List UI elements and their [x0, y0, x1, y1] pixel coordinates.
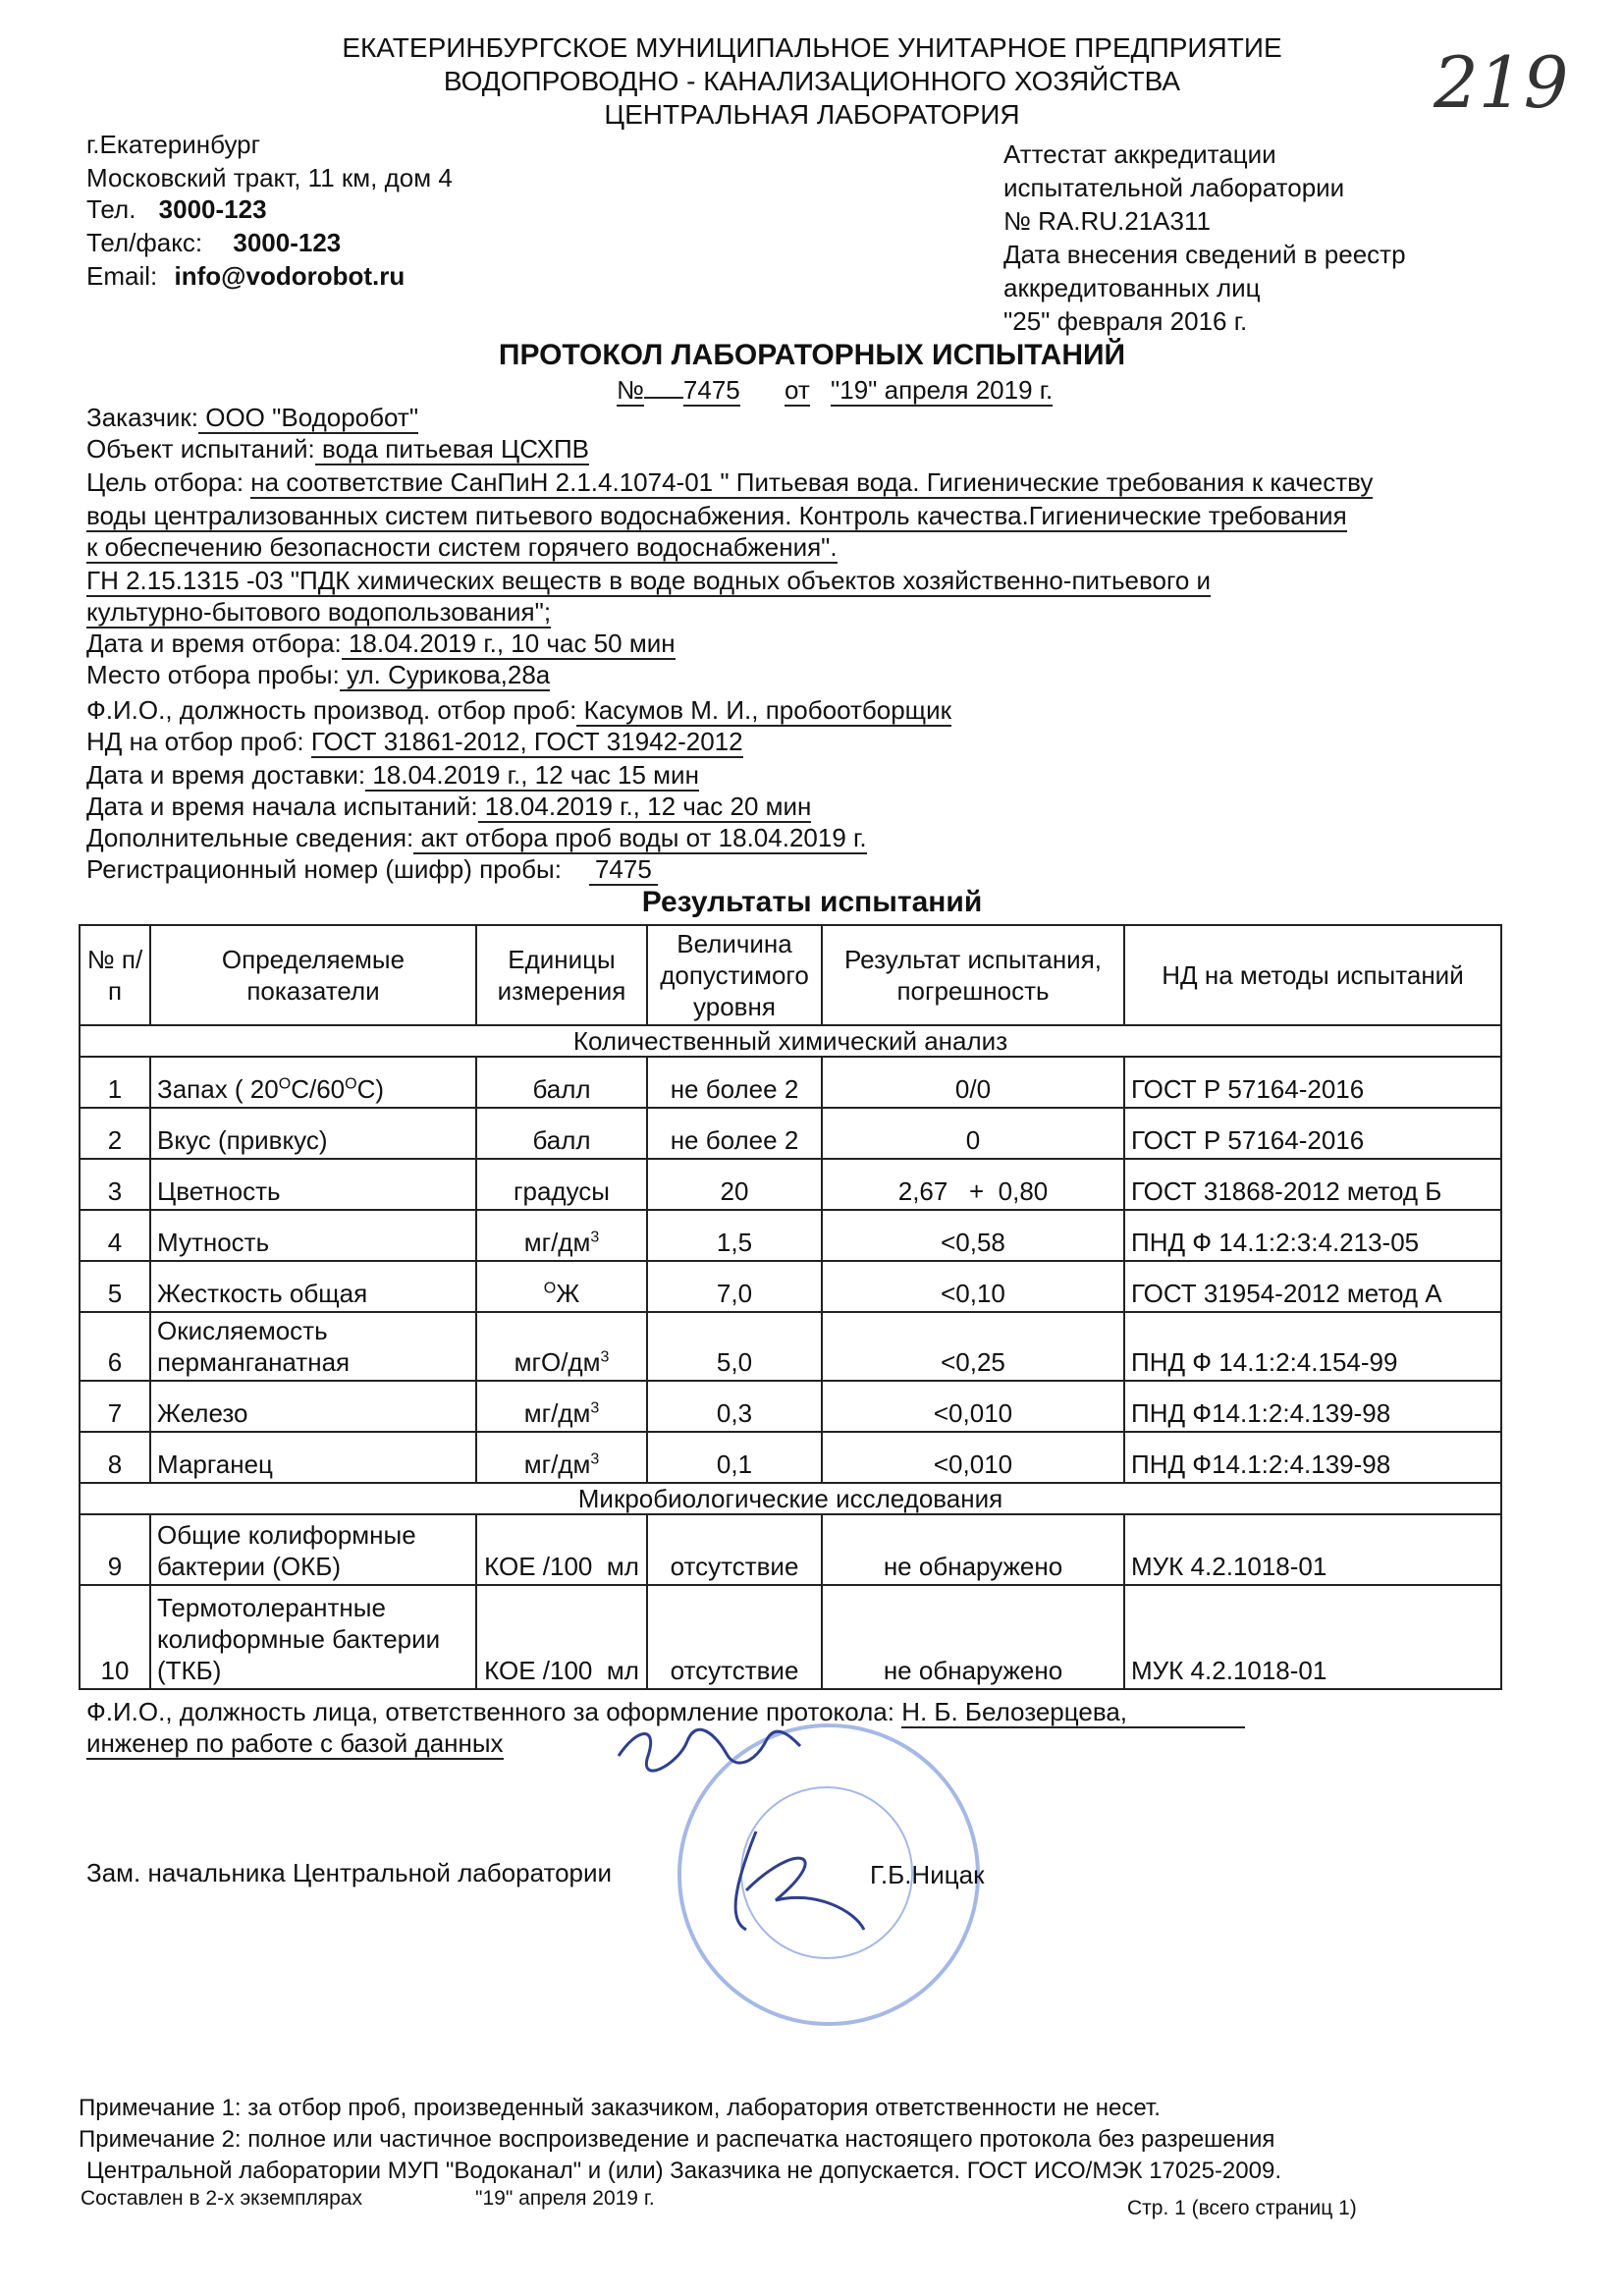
test-start-value: 18.04.2019 г., 12 час 20 мин — [477, 792, 812, 821]
fax-value: 3000-123 — [233, 228, 342, 257]
row-limit: 7,0 — [647, 1261, 822, 1312]
row-limit: отсутствие — [647, 1514, 822, 1585]
fax-row — [86, 228, 341, 257]
row-num: 10 — [80, 1585, 150, 1689]
object-field — [86, 434, 589, 465]
test-start-field — [86, 792, 811, 822]
protocol-title: ПРОТОКОЛ ЛАБОРАТОРНЫХ ИСПЫТАНИЙ — [498, 339, 1126, 371]
table-row — [80, 1159, 1501, 1210]
row-num: 4 — [80, 1210, 150, 1261]
purpose-label: Цель отбора: — [86, 467, 251, 497]
extra-info-field — [86, 823, 867, 853]
header-indicator: Определяемые показатели — [150, 925, 476, 1025]
row-unit: $^О$Ж — [476, 1261, 647, 1312]
row-result: не обнаружено — [822, 1585, 1124, 1689]
row-result: <0,10 — [822, 1261, 1124, 1312]
results-title: Результаты испытаний — [641, 886, 983, 918]
header-num: № п/п — [80, 925, 150, 1025]
sampling-nd-field — [86, 727, 743, 757]
purpose-line-1: на соответствие СанПиН 2.1.4.1074-01 " Питьевая вода. Гигиенические требования к качеству — [250, 467, 1374, 497]
delivery-value: 18.04.2019 г., 12 час 15 мин — [365, 760, 699, 790]
customer-label: Заказчик: — [86, 403, 199, 432]
row-limit: 0,3 — [647, 1381, 822, 1432]
table-row — [80, 1312, 1501, 1381]
sampling-place-value: ул. Сурикова,28а — [339, 660, 551, 689]
delivery-label: Дата и время доставки: — [86, 760, 366, 790]
phone-row — [86, 194, 267, 224]
sampling-datetime-value: 18.04.2019 г., 10 час 50 мин — [341, 629, 676, 658]
row-result: <0,25 — [822, 1312, 1124, 1381]
row-method: ГОСТ Р 57164-2016 — [1124, 1108, 1501, 1159]
fax-label: Тел/факс: — [86, 228, 203, 257]
accred-line-4: Дата внесения сведений в реестр — [1003, 240, 1406, 269]
row-indicator: Термотолерантные колиформные бактерии (ТКБ) — [150, 1585, 476, 1689]
table-row — [80, 1514, 1501, 1585]
header-method: НД на методы испытаний — [1124, 925, 1501, 1025]
signature-image — [609, 1717, 805, 1776]
row-method: ПНД Ф14.1:2:4.139-98 — [1124, 1381, 1501, 1432]
sampling-nd-label: НД на отбор проб: — [86, 727, 311, 756]
sampler-field — [86, 695, 951, 726]
note-2-line-2: Центральной лаборатории МУП "Водоканал" и (или) Заказчика не допускается. ГОСТ ИСО/МЭК 17025-2009. — [86, 2158, 1281, 2184]
deputy-name: Г.Б.Ницак — [870, 1860, 985, 1889]
table-row — [80, 1057, 1501, 1108]
row-result: <0,58 — [822, 1210, 1124, 1261]
table-row — [80, 1108, 1501, 1159]
row-result: 0/0 — [822, 1057, 1124, 1108]
row-unit: КОЕ /100 мл — [476, 1585, 647, 1689]
table-row — [80, 1585, 1501, 1689]
row-num: 1 — [80, 1057, 150, 1108]
row-num: 2 — [80, 1108, 150, 1159]
row-method: ПНД Ф 14.1:2:4.154-99 — [1124, 1312, 1501, 1381]
row-method: ГОСТ Р 57164-2016 — [1124, 1057, 1501, 1108]
purpose-line-2-row — [86, 501, 1347, 531]
sampling-place-label: Место отбора пробы: — [86, 660, 340, 689]
accred-line-1: Аттестат аккредитации — [1003, 139, 1276, 169]
phone-value: 3000-123 — [158, 194, 267, 224]
phone-label: Тел. — [86, 194, 136, 224]
section-row-micro — [80, 1483, 1501, 1514]
row-method: ГОСТ 31954-2012 метод А — [1124, 1261, 1501, 1312]
email-value: info@vodorobot.ru — [174, 261, 406, 291]
row-limit: 5,0 — [647, 1312, 822, 1381]
row-limit: 20 — [647, 1159, 822, 1210]
org-line-3: ЦЕНТРАЛЬНАЯ ЛАБОРАТОРИЯ — [604, 99, 1020, 130]
org-line-1: ЕКАТЕРИНБУРГСКОЕ МУНИЦИПАЛЬНОЕ УНИТАРНОЕ ПРЕДПРИЯТИЕ — [342, 32, 1282, 63]
row-result: <0,010 — [822, 1432, 1124, 1483]
table-row — [80, 1381, 1501, 1432]
row-unit: $мг/дм^3$ — [476, 1381, 647, 1432]
extra-info-value: акт отбора проб воды от 18.04.2019 г. — [413, 823, 867, 852]
purpose-line-4: ГН 2.15.1315 -03 "ПДК химических веществ в воде водных объектов хозяйственно-питьевого и — [86, 566, 1212, 595]
row-indicator: Вкус (привкус) — [150, 1108, 476, 1159]
purpose-line-5: культурно-бытового водопользования"; — [86, 597, 552, 627]
row-num: 5 — [80, 1261, 150, 1312]
row-result: 0 — [822, 1108, 1124, 1159]
protocol-no-label: № — [617, 375, 644, 405]
page-stamp-number: 219 — [1434, 41, 1569, 124]
responsible-position: инженер по работе с базой данных — [86, 1728, 504, 1758]
row-num: 6 — [80, 1312, 150, 1381]
table-row — [80, 1432, 1501, 1483]
row-unit: мгО/$дм^3$ — [476, 1312, 647, 1381]
sampling-place-field — [86, 660, 550, 690]
accred-line-3: № RA.RU.21A311 — [1003, 206, 1211, 236]
row-unit: $мг/дм^3$ — [476, 1210, 647, 1261]
table-row — [80, 1210, 1501, 1261]
sampling-datetime-field — [86, 629, 676, 659]
table-header-row — [80, 925, 1501, 1025]
row-num: 3 — [80, 1159, 150, 1210]
row-num: 8 — [80, 1432, 150, 1483]
row-indicator: Марганец — [150, 1432, 476, 1483]
note-1: Примечание 1: за отбор проб, произведенный заказчиком, лаборатория ответственности не несет. — [79, 2095, 1161, 2121]
responsible-label: Ф.И.О., должность лица, ответственного за оформление протокола: — [86, 1697, 902, 1726]
protocol-date: "19" апреля 2019 г. — [831, 375, 1054, 405]
row-limit: не более 2 — [647, 1108, 822, 1159]
purpose-line-3: к обеспечению безопасности систем горячего водоснабжения". — [86, 532, 838, 562]
deputy-signature-image — [717, 1822, 874, 1949]
sampler-label: Ф.И.О., должность производ. отбор проб: — [86, 695, 577, 725]
protocol-from-label: от — [784, 375, 810, 405]
row-indicator: Запах ( $20^ОС/60^ОС$) — [150, 1057, 476, 1108]
row-indicator: Общие колиформные бактерии (ОКБ) — [150, 1514, 476, 1585]
responsible-position-row — [86, 1728, 504, 1759]
purpose-line-3-row — [86, 532, 838, 563]
responsible-name: Н. Б. Белозерцева, — [901, 1697, 1245, 1728]
results-table — [79, 924, 1502, 1690]
city: г.Екатеринбург — [86, 130, 261, 159]
email-label: Email: — [86, 261, 158, 291]
sampling-datetime-label: Дата и время отбора: — [86, 629, 342, 658]
header-limit: Величина допустимого уровня — [647, 925, 822, 1025]
row-unit: балл — [476, 1108, 647, 1159]
row-result: не обнаружено — [822, 1514, 1124, 1585]
accred-line-6: "25" февраля 2016 г. — [1003, 306, 1248, 336]
row-indicator: Цветность — [150, 1159, 476, 1210]
reg-number-value: 7475 — [589, 854, 658, 886]
customer-field — [86, 403, 418, 433]
table-row — [80, 1261, 1501, 1312]
delivery-field — [86, 760, 699, 791]
row-limit: отсутствие — [647, 1585, 822, 1689]
email-row — [86, 261, 405, 291]
purpose-line-5-row — [86, 597, 551, 628]
copies-note: Составлен в 2-х экземплярах — [81, 2187, 362, 2210]
row-method: ПНД Ф 14.1:2:3:4.213-05 — [1124, 1210, 1501, 1261]
page-number: Стр. 1 (всего страниц 1) — [1127, 2197, 1357, 2219]
extra-info-label: Дополнительные сведения: — [86, 823, 414, 852]
reg-number-label: Регистрационный номер (шифр) пробы: — [86, 854, 562, 884]
row-method: ГОСТ 31868-2012 метод Б — [1124, 1159, 1501, 1210]
accred-line-2: испытательной лаборатории — [1003, 173, 1345, 202]
protocol-number-row — [617, 375, 1053, 405]
purpose-field — [86, 467, 1373, 498]
section-micro-title: Микробиологические исследования — [80, 1483, 1501, 1514]
row-unit: градусы — [476, 1159, 647, 1210]
row-indicator: Мутность — [150, 1210, 476, 1261]
row-unit: КОЕ /100 мл — [476, 1514, 647, 1585]
protocol-no-value: 7475 — [682, 375, 740, 405]
header-units: Единицы измерения — [476, 925, 647, 1025]
row-method: МУК 4.2.1018-01 — [1124, 1585, 1501, 1689]
row-limit: не более 2 — [647, 1057, 822, 1108]
sampler-value: Касумов М. И., пробоотборщик — [576, 695, 951, 725]
row-num: 9 — [80, 1514, 150, 1585]
footer-date: "19" апреля 2019 г. — [475, 2187, 655, 2210]
section-chemical-title: Количественный химический анализ — [80, 1025, 1501, 1057]
row-result: 2,67 + 0,80 — [822, 1159, 1124, 1210]
row-indicator: Окисляемость перманганатная — [150, 1312, 476, 1381]
sampling-nd-value: ГОСТ 31861-2012, ГОСТ 31942-2012 — [310, 727, 743, 756]
row-limit: 1,5 — [647, 1210, 822, 1261]
address: Московский тракт, 11 км, дом 4 — [86, 163, 453, 192]
row-method: ПНД Ф14.1:2:4.139-98 — [1124, 1432, 1501, 1483]
row-unit: $мг/дм^3$ — [476, 1432, 647, 1483]
deputy-label: Зам. начальника Центральной лаборатории — [86, 1858, 613, 1887]
row-unit: балл — [476, 1057, 647, 1108]
note-2-line-1: Примечание 2: полное или частичное воспроизведение и распечатка настоящего протокола без разрешения — [79, 2126, 1275, 2153]
org-line-2: ВОДОПРОВОДНО - КАНАЛИЗАЦИОННОГО ХОЗЯЙСТВА — [443, 66, 1181, 96]
header-result: Результат испытания, погрешность — [822, 925, 1124, 1025]
test-start-label: Дата и время начала испытаний: — [86, 792, 478, 821]
customer-value: ООО "Водоробот" — [198, 403, 419, 432]
row-limit: 0,1 — [647, 1432, 822, 1483]
purpose-line-2: воды централизованных систем питьевого водоснабжения. Контроль качества.Гигиенические требования — [86, 501, 1347, 530]
row-indicator: Жесткость общая — [150, 1261, 476, 1312]
row-method: МУК 4.2.1018-01 — [1124, 1514, 1501, 1585]
row-indicator: Железо — [150, 1381, 476, 1432]
reg-number-field — [86, 854, 658, 885]
accred-line-5: аккредитованных лиц — [1003, 273, 1261, 302]
section-row-chemical — [80, 1025, 1501, 1057]
purpose-line-4-row — [86, 566, 1211, 596]
object-value: вода питьевая ЦСХПВ — [314, 434, 589, 464]
row-num: 7 — [80, 1381, 150, 1432]
row-result: <0,010 — [822, 1381, 1124, 1432]
object-label: Объект испытаний: — [86, 434, 315, 464]
